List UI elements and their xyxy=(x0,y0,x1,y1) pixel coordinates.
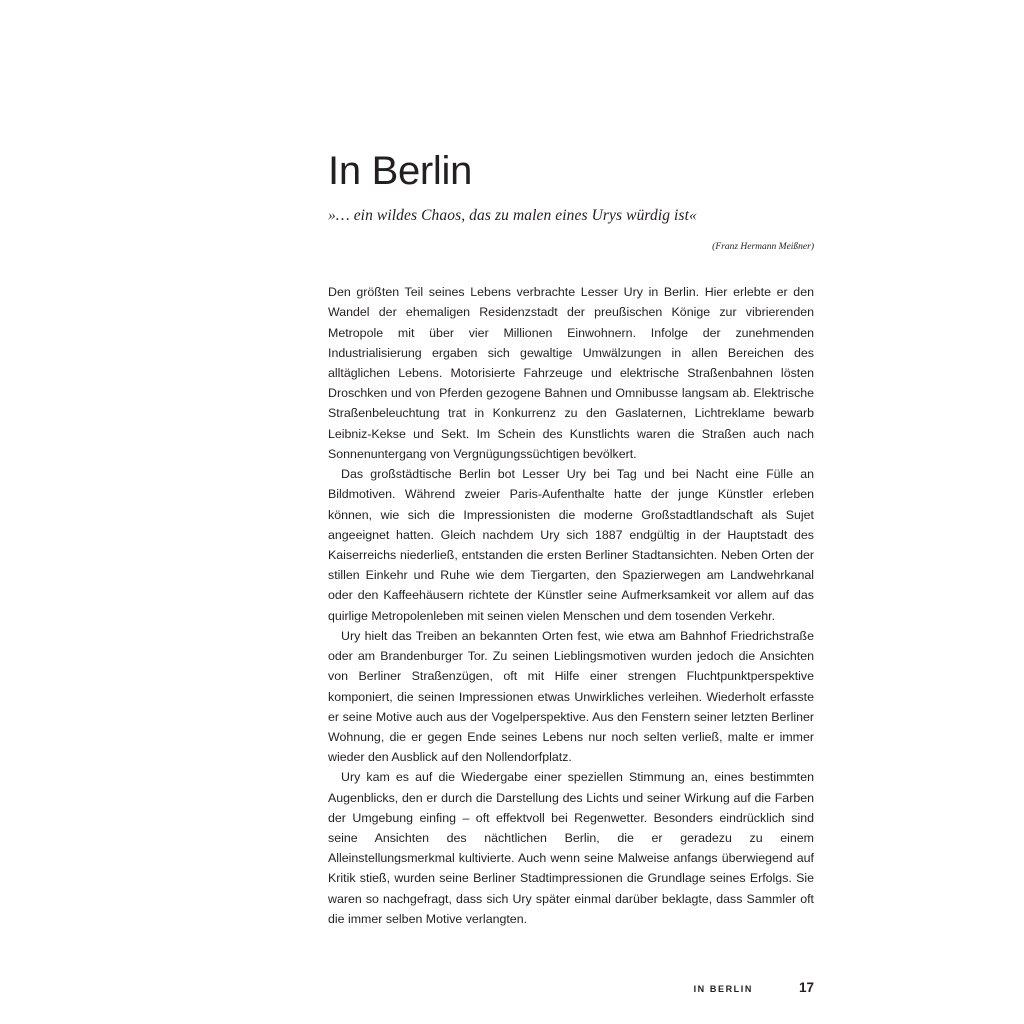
body-text xyxy=(328,282,814,929)
paragraph: Den größten Teil seines Lebens verbrachte Lesser Ury in Berlin. Hier erlebte er den Wandel der ehemaligen Residenzstadt der preußischen Könige zur vibrierenden Metropole mit über vier Millionen Einwohnern. Infolge der zunehmenden Industrialisierung ergaben sich gewaltige Umwälzungen in allen Bereichen des alltäglichen Lebens. Motorisierte Fahrzeuge und elektrische Straßenbahnen lösten Droschken und von Pferden gezogene Bahnen und Omnibusse langsam ab. Elektrische Straßenbeleuchtung trat in Konkurrenz zu den Gaslaternen, Lichtreklame bewarb Leibniz-Kekse und Sekt. Im Schein des Kunstlichts waren die Straßen auch nach Sonnenuntergang von Vergnügungssüchtigen bevölkert. xyxy=(328,285,814,461)
epigraph-quote: »… ein wildes Chaos, das zu malen eines Urys würdig ist« xyxy=(328,207,697,224)
paragraph: Das großstädtische Berlin bot Lesser Ury bei Tag und bei Nacht eine Fülle an Bildmotiven. Während zweier Paris-Aufenthalte hatte der junge Künstler erleben können, wie sich die Impressionisten die moderne Großstadtlandschaft als Sujet angeeignet hatten. Gleich nachdem Ury sich 1887 endgültig in der Hauptstadt des Kaiserreichs niederließ, entstanden die ersten Berliner Stadtansichten. Neben Orten der stillen Einkehr und Ruhe wie dem Tiergarten, den Spazierwegen am Landwehrkanal oder den Kaffeehäusern richtete der Künstler seine Aufmerksamkeit vor allem auf das quirlige Metropolenleben mit seinen vielen Menschen und dem tosenden Verkehr. xyxy=(328,467,814,623)
paragraph: Ury kam es auf die Wiedergabe einer speziellen Stimmung an, eines bestimmten Augenblicks, den er durch die Darstellung des Lichts und seiner Wirkung auf die Farben der Umgebung einfing – oft effektvoll bei Regenwetter. Besonders eindrücklich sind seine Ansichten des nächtlichen Berlin, die er geradezu zu einem Alleinstellungsmerkmal kultivierte. Auch wenn seine Malweise anfangs überwiegend auf Kritik stieß, wurden seine Berliner Stadtimpressionen die Grundlage seines Erfolgs. Sie waren so nachgefragt, dass sich Ury später einmal darüber beklagte, dass Sammler oft die immer selben Motive verlangten. xyxy=(328,770,814,926)
chapter-title: In Berlin xyxy=(328,149,473,193)
page-footer xyxy=(328,980,814,995)
page-number: 17 xyxy=(798,980,814,995)
paragraph: Ury hielt das Treiben an bekannten Orten fest, wie etwa am Bahnhof Friedrichstraße oder am Brandenburger Tor. Zu seinen Lieblingsmotiven wurden jedoch die Ansichten von Berliner Straßenzügen, oft mit Hilfe einer strengen Fluchtpunktperspektive komponiert, die seinen Impressionen etwas Unwirkliches verleihen. Wiederholt erfasste er seine Motive auch aus der Vogelperspektive. Aus den Fenstern seiner letzten Berliner Wohnung, die er gegen Ende seines Lebens nur noch selten verließ, malte er immer wieder den Ausblick auf den Nollendorfplatz. xyxy=(328,628,814,765)
epigraph-source: (Franz Hermann Meißner) xyxy=(712,242,814,253)
running-head: IN BERLIN xyxy=(693,984,753,994)
page-content xyxy=(328,150,814,929)
